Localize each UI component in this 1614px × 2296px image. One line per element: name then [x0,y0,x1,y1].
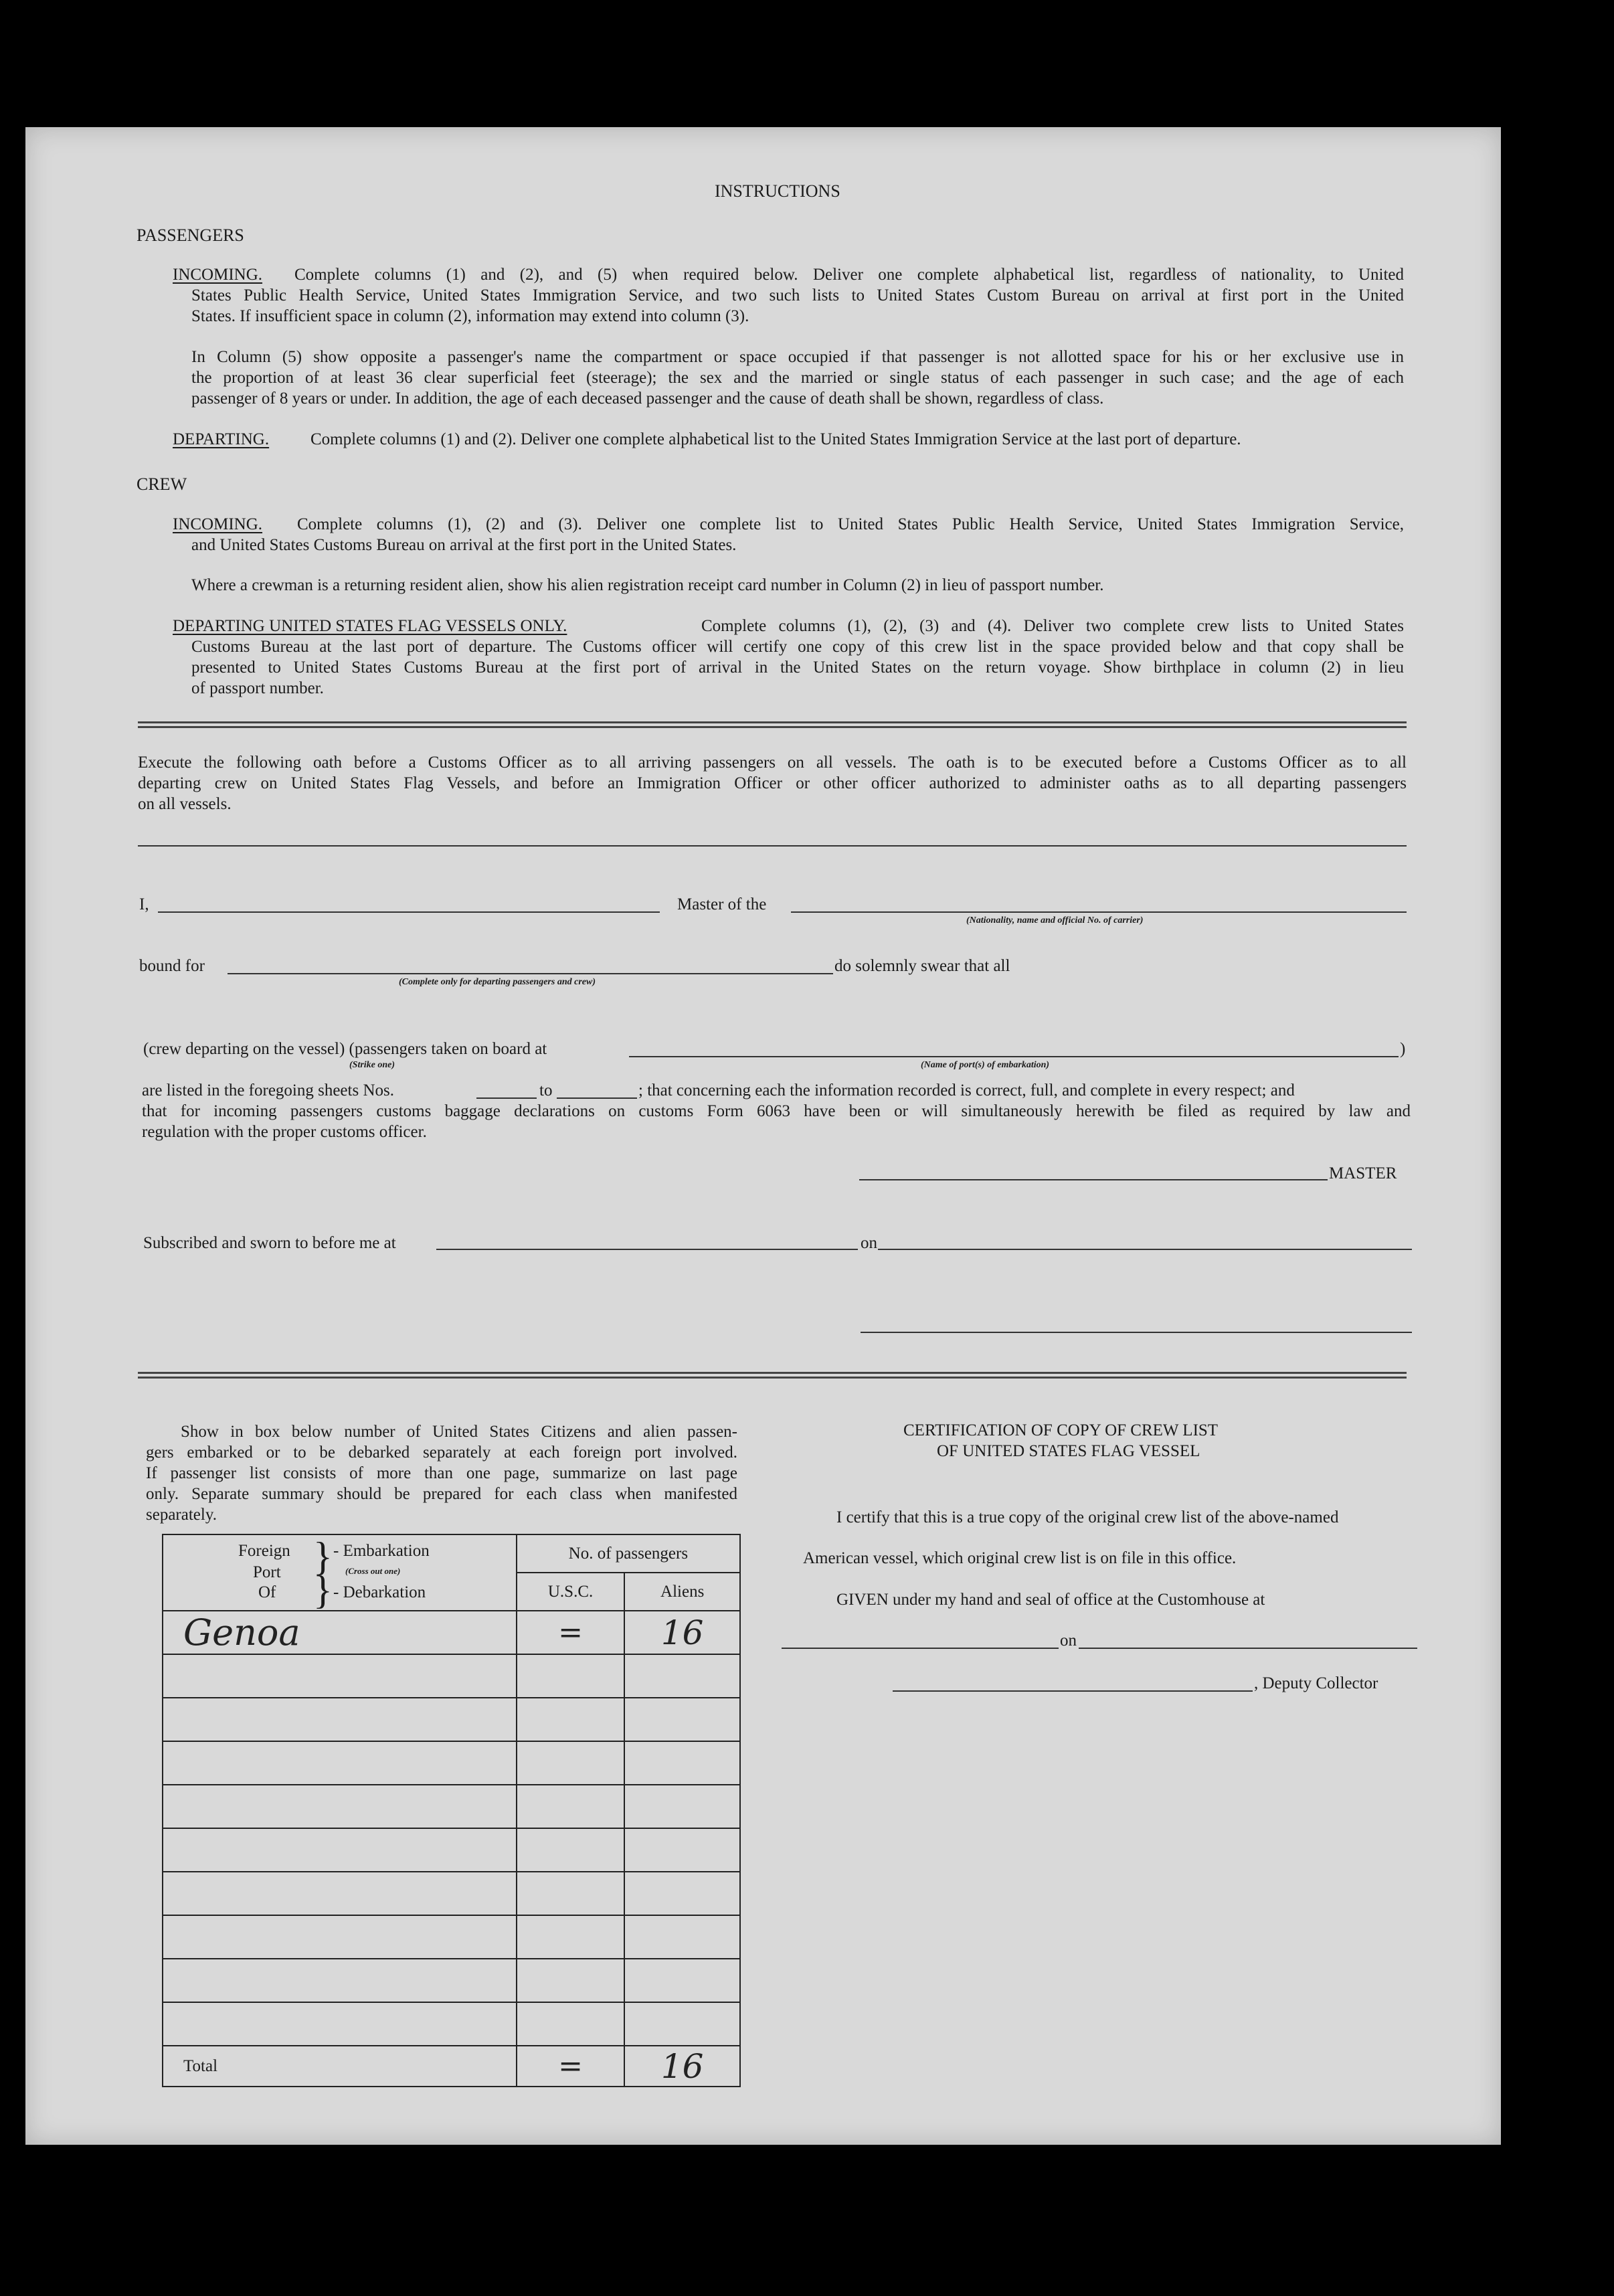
bound-for-field[interactable] [228,973,833,974]
customhouse-field[interactable] [782,1648,1059,1649]
no-of-passengers-header: No. of passengers [517,1534,740,1573]
passengers-incoming-label: INCOMING. [173,266,263,284]
section-divider [138,721,1407,728]
summary-cell-usc[interactable] [517,1698,625,1741]
summary-port-value [163,1698,183,1741]
ports-note: (Name of port(s) of embarkation) [921,1060,1050,1070]
deputy-collector-label: , Deputy Collector [1254,1674,1378,1692]
certification-title-line-1: CERTIFICATION OF COPY OF CREW LIST [903,1421,1219,1439]
listed-to: to [539,1081,553,1099]
summary-instruction-line-1: Show in box below number of United States Citizens and alien passen- [181,1423,737,1441]
summary-cell-port[interactable] [163,2002,517,2046]
master-label: MASTER [1329,1164,1397,1182]
summary-cell-aliens[interactable] [624,1611,740,1654]
brace-top-icon: } [313,1534,333,1579]
summary-port-value: Genoa [183,1611,300,1654]
passengers-incoming-line-2: States Public Health Service, United States Immigration Service, and two such lists to United States Custom Bureau on arrival at first port in the United [191,286,1404,304]
debarkation-label: - Debarkation [333,1583,426,1601]
oath-intro-line-2: departing crew on United States Flag Vessels, and before an Immigration Officer or other officer authorized to administer oaths as to all departing passengers [138,774,1407,792]
summary-cell-usc[interactable] [517,1828,625,1872]
summary-cell-port[interactable] [163,1654,517,1698]
table-row [163,1915,740,1959]
table-row [163,1741,740,1785]
master-name-field[interactable] [158,911,660,913]
crew-resident-alien-text: Where a crewman is a returning resident alien, show his alien registration receipt card number in Column (2) in lieu of passport number. [191,576,1104,594]
crew-incoming-label: INCOMING. [173,515,263,533]
nationality-note: (Nationality, name and official No. of carrier) [966,915,1144,925]
summary-cell-usc[interactable] [517,1915,625,1959]
summary-cell-usc[interactable] [517,2002,625,2046]
certification-title-line-2: OF UNITED STATES FLAG VESSEL [937,1442,1200,1460]
crew-heading: CREW [137,474,187,494]
baggage-line: that for incoming passengers customs baggage declarations on customs Form 6063 have been or will simultaneously herewith be filed as required by law and [142,1102,1411,1120]
certification-date-field[interactable] [1079,1648,1417,1649]
passengers-incoming-line-1: Complete columns (1) and (2), and (5) when required below. Deliver one complete alphabetical list, regardless of nationality, to United [294,266,1404,284]
subscribed-date-field[interactable] [878,1249,1412,1250]
master-of-label: Master of the [677,895,767,913]
embarkation-ports-field[interactable] [629,1056,1399,1057]
subscribed-label: Subscribed and sworn to before me at [143,1234,396,1252]
listed-rest: ; that concerning each the information recorded is correct, full, and complete in every respect; and [638,1081,1295,1099]
crew-departing-line-1: Complete columns (1), (2), (3) and (4). Deliver two complete crew lists to United States [701,617,1404,635]
foreign-label: Foreign [238,1542,290,1560]
aliens-header: Aliens [624,1573,740,1611]
total-label: Total [163,2046,517,2087]
summary-cell-aliens[interactable] [624,1872,740,1915]
summary-instruction-line-3: If passenger list consists of more than one page, summarize on last page [146,1464,737,1482]
table-row [163,1828,740,1872]
summary-instruction-line-4: only. Separate summary should be prepared for each class when manifested [146,1485,737,1503]
summary-cell-usc[interactable] [517,1611,625,1654]
summary-cell-aliens[interactable] [624,1698,740,1741]
sheet-to-field[interactable] [557,1097,637,1099]
summary-cell-port[interactable] [163,1611,517,1654]
table-row [163,1698,740,1741]
i-label: I, [139,895,149,913]
summary-cell-usc[interactable] [517,1654,625,1698]
summary-cell-aliens[interactable] [624,2002,740,2046]
crew-incoming-line-1: Complete columns (1), (2) and (3). Deliver one complete list to United States Public Health Service, United States Immigration Service, [297,515,1404,533]
crew-incoming-line-2: and United States Customs Bureau on arrival at the first port in the United States. [191,536,737,554]
total-aliens [624,2046,740,2087]
summary-port-value [163,1655,183,1697]
column5-line-1: In Column (5) show opposite a passenger's name the compartment or space occupied if that passenger is not allotted space for his or her exclusive use in [191,348,1404,366]
table-row [163,1959,740,2002]
port-label: Port [253,1563,281,1581]
bound-for-label: bound for [139,957,205,975]
crew-departing-line-4: of passport number. [191,679,324,697]
certify-line-2: American vessel, which original crew list is on file in this office. [803,1549,1237,1567]
summary-cell-usc[interactable] [517,1785,625,1828]
summary-cell-aliens[interactable] [624,1959,740,2002]
column5-line-3: passenger of 8 years or under. In addition, the age of each deceased passenger and the cause of death shall be shown, regardless of class. [191,389,1104,408]
table-row [163,2002,740,2046]
oath-divider [138,1372,1407,1379]
summary-cell-aliens[interactable] [624,1741,740,1785]
strike-note: (Strike one) [349,1060,395,1070]
officer-signature-field[interactable] [861,1332,1412,1333]
embarkation-label: - Embarkation [333,1542,430,1560]
summary-cell-aliens[interactable] [624,1785,740,1828]
summary-port-value [163,2003,183,2045]
summary-instruction-line-5: separately. [146,1506,217,1524]
listed-start: are listed in the foregoing sheets Nos. [142,1081,394,1099]
total-usc [517,2046,625,2087]
sheet-from-field[interactable] [476,1097,537,1099]
deputy-signature-field[interactable] [893,1690,1253,1692]
summary-cell-port[interactable] [163,1872,517,1915]
crew-departing-line-3: presented to United States Customs Bureau at the first port of arrival in the United States on the return voyage. Show birthplace in column (2) in lieu [191,658,1404,677]
summary-cell-port[interactable] [163,1915,517,1959]
port-header-cell [163,1534,517,1611]
summary-port-value [163,1829,183,1871]
certification-on-label: on [1060,1631,1077,1650]
oath-top-line [138,845,1407,847]
page-title: INSTRUCTIONS [715,181,840,201]
cross-out-note: (Cross out one) [345,1566,401,1576]
summary-port-value [163,1785,183,1828]
column5-line-2: the proportion of at least 36 clear superficial feet (steerage); the sex and the married or single status of each passenger in such case; and the age of each [191,369,1404,387]
summary-header-row-1 [163,1534,740,1573]
table-row [163,1611,740,1654]
passengers-departing-text: Complete columns (1) and (2). Deliver one complete alphabetical list to the United States Immigration Service at the last port of departure. [310,430,1241,448]
summary-cell-aliens[interactable] [624,1828,740,1872]
given-line: GIVEN under my hand and seal of office at the Customhouse at [836,1591,1265,1609]
summary-usc-value: = [558,1615,583,1650]
summary-cell-port[interactable] [163,1785,517,1828]
crew-departing-text: (crew departing on the vessel) (passengers taken on board at [143,1040,547,1058]
summary-port-value [163,1742,183,1784]
summary-aliens-value: 16 [660,1613,704,1652]
summary-cell-usc[interactable] [517,1872,625,1915]
summary-cell-aliens[interactable] [624,1654,740,1698]
crew-departing-line-2: Customs Bureau at the last port of departure. The Customs officer will certify one copy of this crew list in the space provided below and that copy shall be [191,638,1404,656]
table-row [163,1872,740,1915]
passengers-incoming-line-3: States. If insufficient space in column (2), information may extend into column (3). [191,307,749,325]
summary-cell-port[interactable] [163,1741,517,1785]
of-label: Of [258,1583,276,1601]
summary-total-row [163,2046,740,2087]
regulation-line: regulation with the proper customs officer. [142,1123,427,1141]
table-row [163,1654,740,1698]
oath-intro-line-3: on all vessels. [138,795,232,813]
summary-cell-usc[interactable] [517,1741,625,1785]
summary-cell-aliens[interactable] [624,1915,740,1959]
summary-cell-usc[interactable] [517,1959,625,2002]
summary-cell-port[interactable] [163,1959,517,2002]
oath-intro-line-1: Execute the following oath before a Customs Officer as to all arriving passengers on all vessels. The oath is to be executed before a Customs Officer as to all [138,754,1407,772]
passenger-summary-table [162,1534,741,2087]
brace-bottom-icon: } [313,1568,333,1612]
summary-instruction-line-2: gers embarked or to be debarked separately at each foreign port involved. [146,1443,737,1462]
table-row [163,1785,740,1828]
summary-cell-port[interactable] [163,1828,517,1872]
total-usc-value: = [558,2049,583,2083]
crew-departing-label: DEPARTING UNITED STATES FLAG VESSELS ONLY. [173,617,567,635]
subscribed-on-label: on [861,1234,877,1252]
master-signature-field[interactable] [859,1179,1328,1180]
swear-text: do solemnly swear that all [834,957,1010,975]
passengers-departing-label: DEPARTING. [173,430,270,448]
bound-note: (Complete only for departing passengers and crew) [399,977,596,987]
passengers-heading: PASSENGERS [137,226,244,245]
summary-cell-port[interactable] [163,1698,517,1741]
summary-port-value [163,1872,183,1915]
close-paren: ) [1400,1040,1406,1058]
certify-line-1: I certify that this is a true copy of the original crew list of the above-named [836,1508,1339,1526]
summary-port-value [163,1916,183,1958]
total-aliens-value: 16 [660,2046,704,2086]
carrier-field[interactable] [791,911,1407,913]
summary-port-value [163,1959,183,2002]
usc-header: U.S.C. [517,1573,625,1611]
subscribed-place-field[interactable] [436,1249,858,1250]
